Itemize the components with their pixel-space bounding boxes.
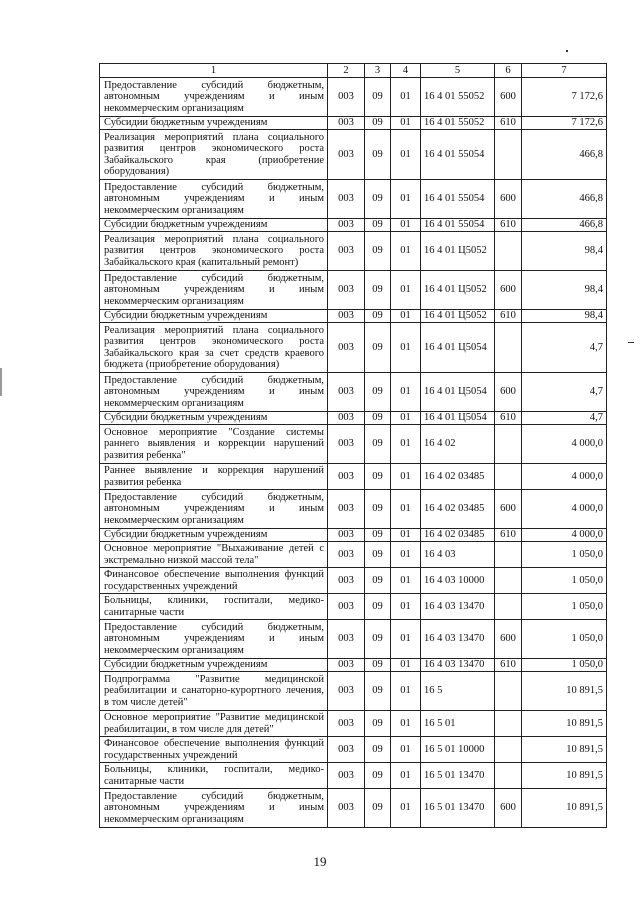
budget-table xyxy=(99,63,607,828)
row-ved-cell: 003 xyxy=(328,373,365,412)
row-amount-cell: 4 000,0 xyxy=(522,490,607,529)
row-expense-type-cell xyxy=(495,232,522,271)
row-target-article-cell: 16 4 02 03485 xyxy=(421,490,495,529)
row-expense-type-cell: 610 xyxy=(495,117,522,130)
row-section-cell: 09 xyxy=(365,659,391,672)
row-expense-type-cell xyxy=(495,425,522,464)
row-ved-cell: 003 xyxy=(328,711,365,737)
table-row xyxy=(100,373,607,412)
table-row xyxy=(100,659,607,672)
row-target-article-cell: 16 5 01 13470 xyxy=(421,763,495,789)
row-name-cell: Основное мероприятие "Выхаживание детей с экстремально низкой массой тела" xyxy=(100,542,328,568)
row-name-cell: Подпрограмма "Развитие медицинской реабилитации и санаторно-курортного лечения, в том числе детей" xyxy=(100,672,328,711)
row-amount-cell: 7 172,6 xyxy=(522,117,607,130)
row-subsection-cell: 01 xyxy=(391,672,421,711)
row-name-cell: Субсидии бюджетным учреждениям xyxy=(100,310,328,323)
row-section-cell: 09 xyxy=(365,464,391,490)
row-expense-type-cell xyxy=(495,763,522,789)
table-row xyxy=(100,789,607,828)
row-section-cell: 09 xyxy=(365,620,391,659)
row-subsection-cell: 01 xyxy=(391,568,421,594)
row-ved-cell: 003 xyxy=(328,542,365,568)
row-expense-type-cell: 610 xyxy=(495,219,522,232)
row-ved-cell: 003 xyxy=(328,490,365,529)
row-ved-cell: 003 xyxy=(328,180,365,219)
row-subsection-cell: 01 xyxy=(391,659,421,672)
row-section-cell: 09 xyxy=(365,130,391,180)
row-section-cell: 09 xyxy=(365,310,391,323)
row-target-article-cell: 16 4 03 13470 xyxy=(421,620,495,659)
row-target-article-cell: 16 4 03 13470 xyxy=(421,659,495,672)
table-row xyxy=(100,620,607,659)
row-name-cell: Субсидии бюджетным учреждениям xyxy=(100,412,328,425)
table-row xyxy=(100,737,607,763)
table-row xyxy=(100,78,607,117)
row-name-cell: Предоставление субсидий бюджетным, автономным учреждениям и иным некоммерческим организациям xyxy=(100,620,328,659)
row-section-cell: 09 xyxy=(365,737,391,763)
row-section-cell: 09 xyxy=(365,490,391,529)
row-target-article-cell: 16 4 01 55054 xyxy=(421,130,495,180)
row-name-cell: Основное мероприятие "Развитие медицинской реабилитации, в том числе для детей" xyxy=(100,711,328,737)
row-expense-type-cell: 600 xyxy=(495,78,522,117)
table-row xyxy=(100,594,607,620)
table-row xyxy=(100,672,607,711)
row-name-cell: Субсидии бюджетным учреждениям xyxy=(100,659,328,672)
row-section-cell: 09 xyxy=(365,672,391,711)
row-expense-type-cell xyxy=(495,737,522,763)
header-col-4: 4 xyxy=(391,64,421,78)
row-ved-cell: 003 xyxy=(328,232,365,271)
row-subsection-cell: 01 xyxy=(391,412,421,425)
row-target-article-cell: 16 4 03 xyxy=(421,542,495,568)
row-target-article-cell: 16 5 01 10000 xyxy=(421,737,495,763)
row-subsection-cell: 01 xyxy=(391,130,421,180)
table-row xyxy=(100,568,607,594)
row-subsection-cell: 01 xyxy=(391,373,421,412)
row-target-article-cell: 16 5 xyxy=(421,672,495,711)
row-section-cell: 09 xyxy=(365,568,391,594)
row-expense-type-cell xyxy=(495,672,522,711)
row-expense-type-cell xyxy=(495,464,522,490)
row-ved-cell: 003 xyxy=(328,620,365,659)
row-name-cell: Реализация мероприятий плана социального развития центров экономического роста Забайкальского края (капитальный ремонт) xyxy=(100,232,328,271)
row-name-cell: Предоставление субсидий бюджетным, автономным учреждениям и иным некоммерческим организациям xyxy=(100,78,328,117)
table-row xyxy=(100,323,607,373)
row-subsection-cell: 01 xyxy=(391,232,421,271)
row-target-article-cell: 16 4 01 55054 xyxy=(421,219,495,232)
row-ved-cell: 003 xyxy=(328,594,365,620)
row-target-article-cell: 16 4 03 10000 xyxy=(421,568,495,594)
table-row xyxy=(100,271,607,310)
row-subsection-cell: 01 xyxy=(391,620,421,659)
row-ved-cell: 003 xyxy=(328,737,365,763)
row-name-cell: Предоставление субсидий бюджетным, автономным учреждениям и иным некоммерческим организациям xyxy=(100,271,328,310)
row-section-cell: 09 xyxy=(365,271,391,310)
row-subsection-cell: 01 xyxy=(391,117,421,130)
row-ved-cell: 003 xyxy=(328,568,365,594)
row-section-cell: 09 xyxy=(365,542,391,568)
row-section-cell: 09 xyxy=(365,789,391,828)
row-name-cell: Предоставление субсидий бюджетным, автономным учреждениям и иным некоммерческим организациям xyxy=(100,490,328,529)
table-row xyxy=(100,425,607,464)
header-col-6: 6 xyxy=(495,64,522,78)
row-expense-type-cell: 600 xyxy=(495,271,522,310)
header-col-7: 7 xyxy=(522,64,607,78)
row-subsection-cell: 01 xyxy=(391,763,421,789)
row-section-cell: 09 xyxy=(365,425,391,464)
row-subsection-cell: 01 xyxy=(391,425,421,464)
row-target-article-cell: 16 4 01 55054 xyxy=(421,180,495,219)
row-amount-cell: 98,4 xyxy=(522,310,607,323)
row-expense-type-cell: 610 xyxy=(495,310,522,323)
row-expense-type-cell: 600 xyxy=(495,789,522,828)
row-amount-cell: 1 050,0 xyxy=(522,568,607,594)
row-section-cell: 09 xyxy=(365,412,391,425)
table-row xyxy=(100,232,607,271)
row-ved-cell: 003 xyxy=(328,659,365,672)
row-target-article-cell: 16 4 01 Ц5052 xyxy=(421,271,495,310)
row-ved-cell: 003 xyxy=(328,310,365,323)
row-section-cell: 09 xyxy=(365,323,391,373)
row-name-cell: Субсидии бюджетным учреждениям xyxy=(100,529,328,542)
table-row xyxy=(100,117,607,130)
header-col-2: 2 xyxy=(328,64,365,78)
row-ved-cell: 003 xyxy=(328,529,365,542)
row-expense-type-cell xyxy=(495,542,522,568)
row-amount-cell: 1 050,0 xyxy=(522,542,607,568)
row-amount-cell: 4 000,0 xyxy=(522,464,607,490)
row-target-article-cell: 16 4 01 Ц5054 xyxy=(421,373,495,412)
row-subsection-cell: 01 xyxy=(391,464,421,490)
scan-dot-mark xyxy=(566,50,568,52)
row-name-cell: Раннее выявление и коррекция нарушений развития ребенка xyxy=(100,464,328,490)
row-expense-type-cell xyxy=(495,594,522,620)
row-amount-cell: 466,8 xyxy=(522,219,607,232)
row-amount-cell: 466,8 xyxy=(522,130,607,180)
row-expense-type-cell xyxy=(495,568,522,594)
row-target-article-cell: 16 5 01 xyxy=(421,711,495,737)
row-ved-cell: 003 xyxy=(328,789,365,828)
row-target-article-cell: 16 4 01 Ц5052 xyxy=(421,232,495,271)
row-amount-cell: 10 891,5 xyxy=(522,737,607,763)
row-expense-type-cell xyxy=(495,711,522,737)
table-row xyxy=(100,310,607,323)
row-expense-type-cell: 600 xyxy=(495,490,522,529)
row-amount-cell: 1 050,0 xyxy=(522,659,607,672)
row-ved-cell: 003 xyxy=(328,271,365,310)
row-ved-cell: 003 xyxy=(328,464,365,490)
row-target-article-cell: 16 4 01 Ц5054 xyxy=(421,323,495,373)
row-subsection-cell: 01 xyxy=(391,737,421,763)
table-row xyxy=(100,180,607,219)
row-amount-cell: 4 000,0 xyxy=(522,529,607,542)
row-section-cell: 09 xyxy=(365,529,391,542)
table-row xyxy=(100,464,607,490)
row-ved-cell: 003 xyxy=(328,78,365,117)
row-target-article-cell: 16 4 02 03485 xyxy=(421,529,495,542)
table-body xyxy=(100,78,607,828)
row-name-cell: Предоставление субсидий бюджетным, автономным учреждениям и иным некоммерческим организациям xyxy=(100,789,328,828)
row-section-cell: 09 xyxy=(365,373,391,412)
row-expense-type-cell: 610 xyxy=(495,529,522,542)
table-row xyxy=(100,542,607,568)
table-row xyxy=(100,130,607,180)
row-expense-type-cell: 600 xyxy=(495,373,522,412)
row-target-article-cell: 16 4 01 Ц5052 xyxy=(421,310,495,323)
row-amount-cell: 4,7 xyxy=(522,323,607,373)
row-amount-cell: 1 050,0 xyxy=(522,594,607,620)
row-section-cell: 09 xyxy=(365,594,391,620)
row-subsection-cell: 01 xyxy=(391,789,421,828)
row-amount-cell: 466,8 xyxy=(522,180,607,219)
row-subsection-cell: 01 xyxy=(391,542,421,568)
table-row xyxy=(100,219,607,232)
row-amount-cell: 10 891,5 xyxy=(522,789,607,828)
row-name-cell: Финансовое обеспечение выполнения функций государственных учреждений xyxy=(100,737,328,763)
row-amount-cell: 10 891,5 xyxy=(522,711,607,737)
row-target-article-cell: 16 4 02 03485 xyxy=(421,464,495,490)
header-col-1: 1 xyxy=(100,64,328,78)
row-expense-type-cell: 600 xyxy=(495,180,522,219)
row-target-article-cell: 16 4 01 Ц5054 xyxy=(421,412,495,425)
row-section-cell: 09 xyxy=(365,78,391,117)
table-row xyxy=(100,711,607,737)
row-section-cell: 09 xyxy=(365,180,391,219)
row-name-cell: Больницы, клиники, госпитали, медико-санитарные части xyxy=(100,594,328,620)
row-subsection-cell: 01 xyxy=(391,323,421,373)
row-subsection-cell: 01 xyxy=(391,271,421,310)
row-subsection-cell: 01 xyxy=(391,180,421,219)
row-section-cell: 09 xyxy=(365,117,391,130)
row-expense-type-cell xyxy=(495,323,522,373)
row-subsection-cell: 01 xyxy=(391,219,421,232)
row-name-cell: Реализация мероприятий плана социального развития центров экономического роста Забайкальского края за счет средств краевого бюджета (приобретение оборудования) xyxy=(100,323,328,373)
row-ved-cell: 003 xyxy=(328,130,365,180)
header-col-5: 5 xyxy=(421,64,495,78)
row-section-cell: 09 xyxy=(365,232,391,271)
row-amount-cell: 10 891,5 xyxy=(522,763,607,789)
table-row xyxy=(100,763,607,789)
row-ved-cell: 003 xyxy=(328,763,365,789)
row-section-cell: 09 xyxy=(365,763,391,789)
page-number: 19 xyxy=(313,854,327,869)
row-amount-cell: 98,4 xyxy=(522,232,607,271)
row-subsection-cell: 01 xyxy=(391,529,421,542)
row-expense-type-cell: 610 xyxy=(495,412,522,425)
row-amount-cell: 1 050,0 xyxy=(522,620,607,659)
row-section-cell: 09 xyxy=(365,711,391,737)
row-amount-cell: 10 891,5 xyxy=(522,672,607,711)
row-target-article-cell: 16 4 01 55052 xyxy=(421,78,495,117)
row-subsection-cell: 01 xyxy=(391,594,421,620)
header-col-3: 3 xyxy=(365,64,391,78)
row-amount-cell: 98,4 xyxy=(522,271,607,310)
table-row xyxy=(100,490,607,529)
row-expense-type-cell xyxy=(495,130,522,180)
row-amount-cell: 4,7 xyxy=(522,412,607,425)
row-name-cell: Субсидии бюджетным учреждениям xyxy=(100,117,328,130)
row-ved-cell: 003 xyxy=(328,219,365,232)
row-name-cell: Основное мероприятие "Создание системы раннего выявления и коррекции нарушений развития ребенка" xyxy=(100,425,328,464)
row-subsection-cell: 01 xyxy=(391,711,421,737)
row-target-article-cell: 16 4 01 55052 xyxy=(421,117,495,130)
row-amount-cell: 4 000,0 xyxy=(522,425,607,464)
row-name-cell: Больницы, клиники, госпитали, медико-санитарные части xyxy=(100,763,328,789)
row-name-cell: Реализация мероприятий плана социального развития центров экономического роста Забайкальского края (приобретение оборудования) xyxy=(100,130,328,180)
row-section-cell: 09 xyxy=(365,219,391,232)
row-ved-cell: 003 xyxy=(328,323,365,373)
row-amount-cell: 7 172,6 xyxy=(522,78,607,117)
row-subsection-cell: 01 xyxy=(391,310,421,323)
row-subsection-cell: 01 xyxy=(391,78,421,117)
row-name-cell: Предоставление субсидий бюджетным, автономным учреждениям и иным некоммерческим организациям xyxy=(100,373,328,412)
row-ved-cell: 003 xyxy=(328,117,365,130)
row-name-cell: Субсидии бюджетным учреждениям xyxy=(100,219,328,232)
row-ved-cell: 003 xyxy=(328,412,365,425)
row-name-cell: Предоставление субсидий бюджетным, автономным учреждениям и иным некоммерческим организациям xyxy=(100,180,328,219)
row-target-article-cell: 16 4 03 13470 xyxy=(421,594,495,620)
row-ved-cell: 003 xyxy=(328,425,365,464)
table-row xyxy=(100,529,607,542)
row-name-cell: Финансовое обеспечение выполнения функций государственных учреждений xyxy=(100,568,328,594)
row-target-article-cell: 16 5 01 13470 xyxy=(421,789,495,828)
scan-dash-mark xyxy=(628,342,634,343)
table-row xyxy=(100,412,607,425)
row-subsection-cell: 01 xyxy=(391,490,421,529)
row-amount-cell: 4,7 xyxy=(522,373,607,412)
row-expense-type-cell: 610 xyxy=(495,659,522,672)
row-target-article-cell: 16 4 02 xyxy=(421,425,495,464)
row-ved-cell: 003 xyxy=(328,672,365,711)
table-header-row xyxy=(100,64,607,78)
scan-edge-mark xyxy=(0,368,2,396)
row-expense-type-cell: 600 xyxy=(495,620,522,659)
